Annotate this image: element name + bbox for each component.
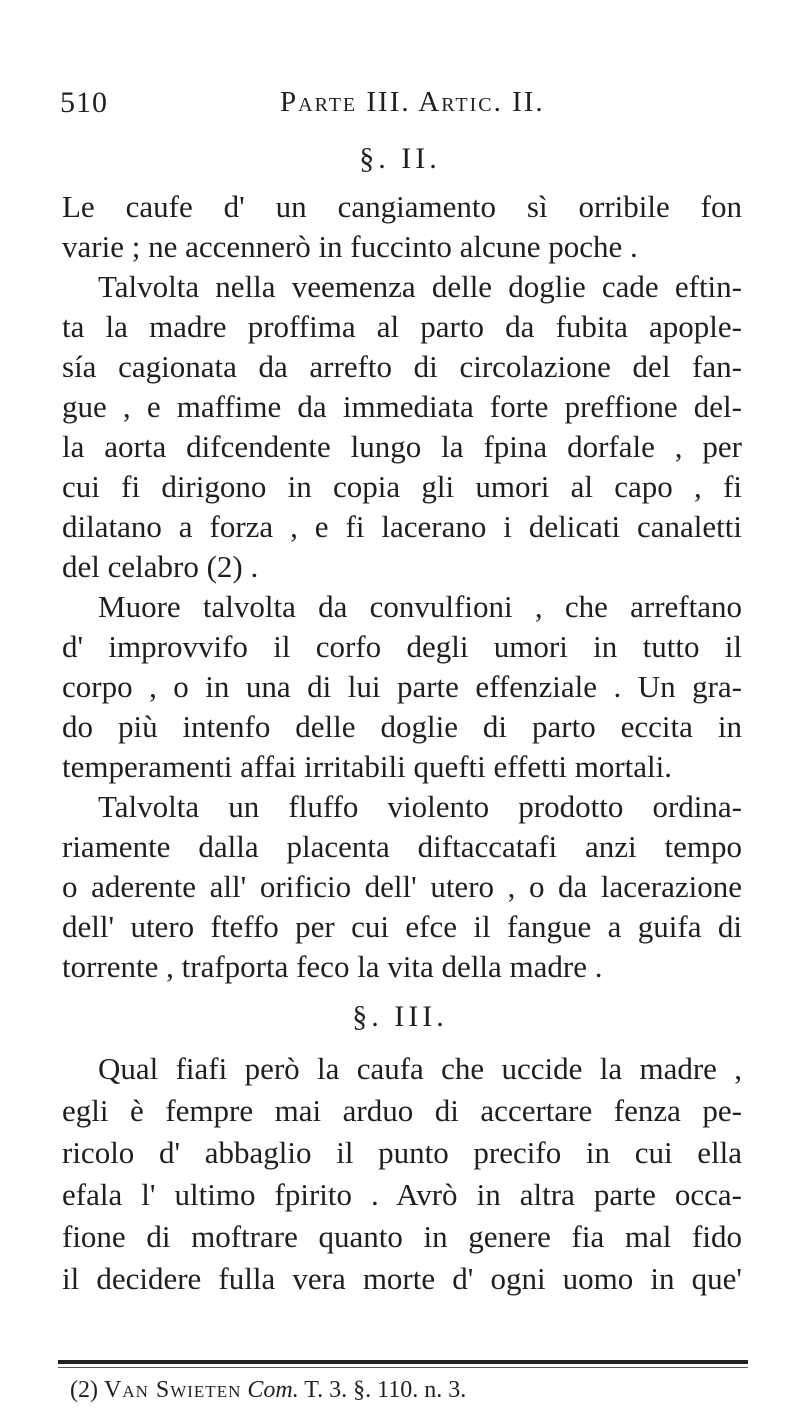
section-heading-ii: §. II. [359,142,441,175]
page-number: 510 [60,86,108,119]
text-line: ricolo d' abbaglio il punto precifo in cui ella [62,1135,742,1170]
text-line: sía cagionata da arrefto di circolazione del fan- [62,349,742,384]
text-line: torrente , trafporta feco la vita della madre . [62,949,603,984]
text-line: do più intenfo delle doglie di parto eccita in [62,709,742,744]
text-line: efala l' ultimo fpirito . Avrò in altra parte occa- [62,1177,742,1212]
text-line: il decidere fulla vera morte d' ogni uomo in que' [62,1261,742,1296]
text-line: temperamenti affai irritabili quefti effetti mortali. [62,749,673,784]
footnote [70,1377,466,1404]
text-line: Qual fiafi però la caufa che uccide la madre , [98,1051,742,1086]
running-title: Parte III. Artic. II. [280,86,545,118]
text-line: Talvolta nella veemenza delle doglie cade eftin- [98,269,742,304]
text-line: corpo , o in una di lui parte effenziale . Un gra- [62,669,742,704]
text-line: fione di moftrare quanto in genere fia mal fido [62,1219,742,1254]
text-line: del celabro (2) . [62,549,259,584]
footnote-author: Van Swieten [103,1377,242,1403]
footnote-rule [58,1360,748,1364]
text-line: Le caufe d' un cangiamento sì orribile fon [62,189,742,224]
text-line: ta la madre proffima al parto da fubita apople- [62,309,742,344]
footnote-work: Com. [247,1377,299,1403]
page-header [60,86,740,126]
text-line: o aderente all' orificio dell' utero , o da lacerazione [62,869,742,904]
text-line: egli è fempre mai arduo di accertare fenza pe- [62,1093,742,1128]
text-line: dilatano a forza , e fi lacerano i delicati canaletti [62,509,742,544]
footnote-rule-thin [58,1367,748,1368]
text-line: riamente dalla placenta diftaccatafi anzi tempo [62,829,742,864]
text-line: Muore talvolta da convulfioni , che arreftano [98,589,742,624]
text-line: d' improvvifo il corfo degli umori in tutto il [62,629,742,664]
footnote-reference: T. 3. §. 110. n. 3. [304,1377,467,1403]
footnote-marker: (2) [70,1377,98,1403]
text-line: cui fi dirigono in copia gli umori al capo , fi [62,469,742,504]
text-line: la aorta difcendente lungo la fpina dorfale , per [62,429,742,464]
text-line: Talvolta un fluffo violento prodotto ordina- [98,789,742,824]
text-line: gue , e maffime da immediata forte preffione del- [62,389,742,424]
text-line: varie ; ne accennerò in fuccinto alcune poche . [62,229,638,264]
section-heading-iii: §. III. [352,1000,448,1033]
text-line: dell' utero fteffo per cui efce il fangue a guifa di [62,909,742,944]
